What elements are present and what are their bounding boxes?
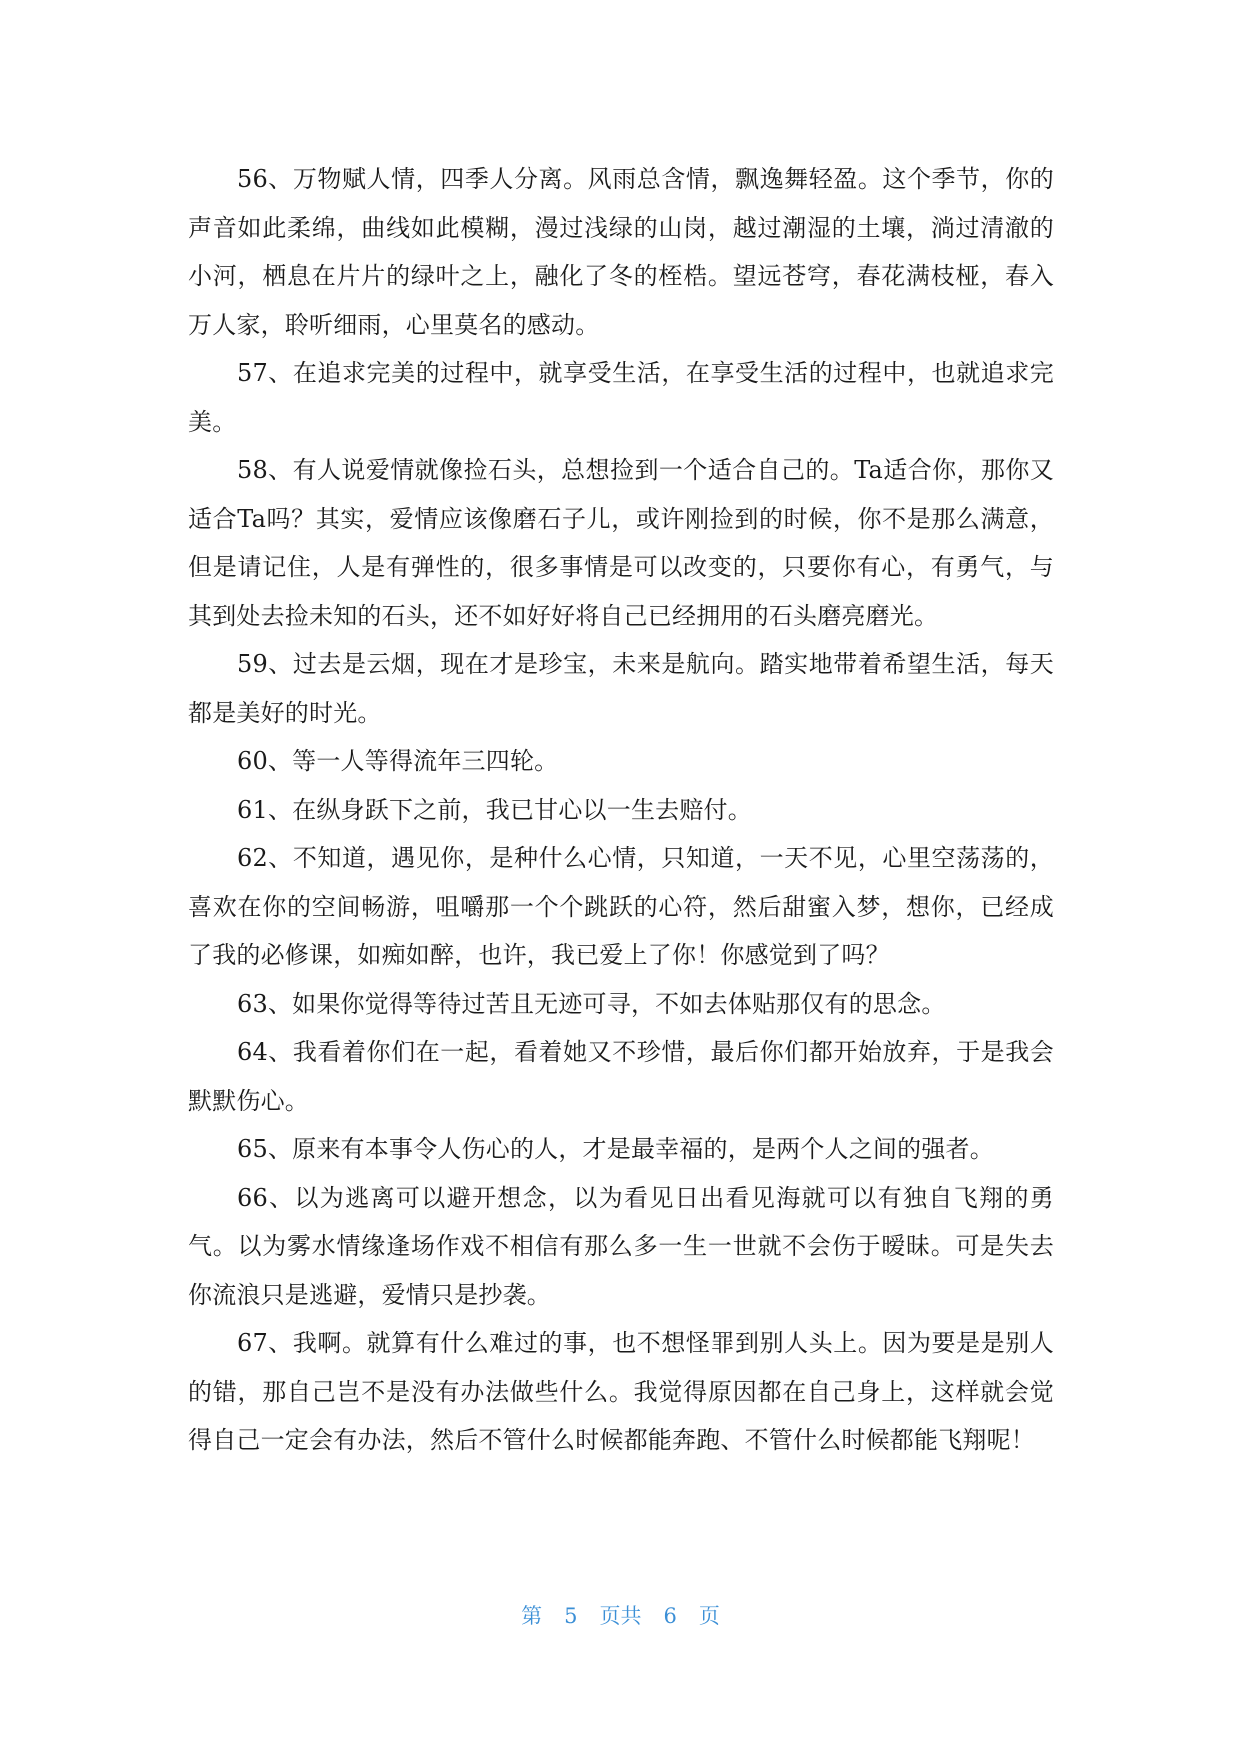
paragraph-65: 65、原来有本事令人伤心的人，才是最幸福的，是两个人之间的强者。 xyxy=(237,1135,994,1163)
paragraph-66: 66、以为逃离可以避开想念，以为看见日出看见海就可以有独自飞翔的勇气。以为雾水情缘逢场作戏不相信有那么多一生一世就不会伤于暧昧。可是失去你流浪只是逃避，爱情只是抄袭。 xyxy=(188,1183,1054,1309)
footer-prefix: 第 xyxy=(521,1604,543,1628)
paragraph-67: 67、我啊。就算有什么难过的事，也不想怪罪到别人头上。因为要是是别人的错，那自己岂不是没有办法做些什么。我觉得原因都在自己身上，这样就会觉得自己一定会有办法，然后不管什么时候都能奔跑、不管什么时候都能飞翔呢！ xyxy=(188,1329,1054,1454)
footer-suffix: 页 xyxy=(698,1604,720,1628)
page-footer xyxy=(0,1600,1241,1630)
paragraph-64: 64、我看着你们在一起，看着她又不珍惜，最后你们都开始放弃，于是我会默默伤心。 xyxy=(188,1038,1054,1115)
paragraph-56: 56、万物赋人情，四季人分离。风雨总含情，飘逸舞轻盈。这个季节，你的声音如此柔绵，曲线如此模糊，漫过浅绿的山岗，越过潮湿的土壤，淌过清澈的小河，栖息在片片的绿叶之上，融化了冬的桎梏。望远苍穹，春花满枝桠，春入万人家，聆听细雨，心里莫名的感动。 xyxy=(188,165,1054,339)
paragraph-62: 62、不知道，遇见你，是种什么心情，只知道，一天不见，心里空荡荡的，喜欢在你的空间畅游，咀嚼那一个个跳跃的心符，然后甜蜜入梦，想你，已经成了我的必修课，如痴如醉，也许，我已爱上了你！你感觉到了吗？ xyxy=(188,844,1054,969)
paragraph-58: 58、有人说爱情就像捡石头，总想捡到一个适合自己的。Ta适合你，那你又适合Ta吗？其实，爱情应该像磨石子儿，或许刚捡到的时候，你不是那么满意，但是请记住，人是有弹性的，很多事情是可以改变的，只要你有心，有勇气，与其到处去捡未知的石头，还不如好好将自己已经拥用的石头磨亮磨光。 xyxy=(188,456,1054,630)
document-body xyxy=(188,155,1054,1465)
paragraph-61: 61、在纵身跃下之前，我已甘心以一生去赔付。 xyxy=(237,795,752,824)
paragraph-59: 59、过去是云烟，现在才是珍宝，未来是航向。踏实地带着希望生活，每天都是美好的时光。 xyxy=(188,650,1054,727)
paragraph-60: 60、等一人等得流年三四轮。 xyxy=(237,747,559,775)
footer-middle: 页共 xyxy=(599,1604,642,1628)
paragraph-57: 57、在追求完美的过程中，就享受生活，在享受生活的过程中，也就追求完美。 xyxy=(188,359,1054,436)
footer-current-page: 5 xyxy=(564,1604,578,1628)
footer-total-pages: 6 xyxy=(663,1604,677,1628)
paragraph-63: 63、如果你觉得等待过苦且无迹可寻，不如去体贴那仅有的思念。 xyxy=(237,989,946,1018)
